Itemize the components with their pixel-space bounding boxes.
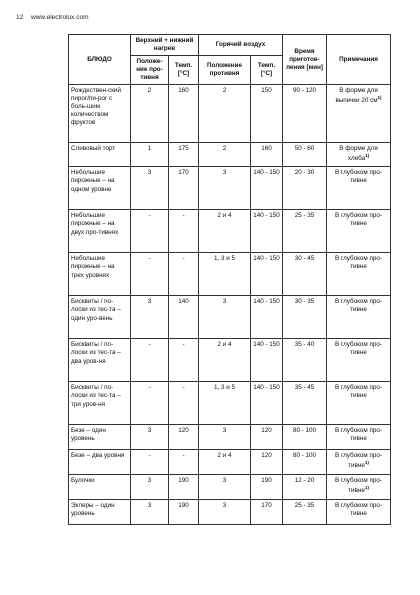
cv-temp-cell: 150 <box>251 85 283 143</box>
cv-temp-cell: 120 <box>251 450 283 475</box>
group-top-bottom-heat: Верхний + нижний нагрев <box>131 35 199 56</box>
sub-tb-temp: Темп. [°C] <box>169 56 199 85</box>
cv-position-cell: 1, 3 и 5 <box>199 253 251 296</box>
note-cell: В глубоком про-тивне <box>327 339 391 382</box>
cv-position-cell: 3 <box>199 296 251 339</box>
cv-temp-cell: 140 - 150 <box>251 167 283 210</box>
table-row <box>69 210 391 253</box>
note-cell: В форме для хлеба$^{1)}$ <box>327 143 391 167</box>
tb-position-cell: - <box>131 450 169 475</box>
time-cell: 30 - 35 <box>283 296 327 339</box>
col-time: Время приготов-ления [мин] <box>283 35 327 85</box>
group-convection: Горячий воздух <box>199 35 283 56</box>
note-cell: В глубоком про-тивне <box>327 253 391 296</box>
time-cell: 90 - 120 <box>283 85 327 143</box>
tb-temp-cell: - <box>169 210 199 253</box>
note-cell: В глубоком про-тивне <box>327 167 391 210</box>
tb-temp-cell: - <box>169 382 199 425</box>
sub-tb-position: Положе-ние про-тивня <box>131 56 169 85</box>
note-cell: В глубоком про-тивне <box>327 210 391 253</box>
cv-position-cell: 3 <box>199 167 251 210</box>
footnote-marker: 1) <box>377 95 382 101</box>
table-row <box>69 253 391 296</box>
sub-cv-position: Положение противня <box>199 56 251 85</box>
note-cell: В глубоком про-тивне <box>327 425 391 450</box>
cv-temp-cell: 170 <box>251 500 283 525</box>
dish-cell: Небольшие пирожные – на одном уровне <box>69 167 131 210</box>
tb-position-cell: - <box>131 210 169 253</box>
dish-cell: Рождествен-ский пирог/пи-рог с боль-шим количеством фруктов <box>69 85 131 143</box>
footnote-marker: 1) <box>364 485 369 491</box>
tb-position-cell: - <box>131 382 169 425</box>
cv-temp-cell: 140 - 150 <box>251 296 283 339</box>
cv-temp-cell: 120 <box>251 425 283 450</box>
dish-cell: Эклеры – один уровень <box>69 500 131 525</box>
site-url: www.electrolux.com <box>31 14 89 21</box>
tb-temp-cell: - <box>169 450 199 475</box>
time-cell: 80 - 100 <box>283 450 327 475</box>
time-cell: 30 - 45 <box>283 253 327 296</box>
time-cell: 25 - 35 <box>283 500 327 525</box>
time-cell: 35 - 40 <box>283 339 327 382</box>
tb-position-cell: 3 <box>131 296 169 339</box>
dish-cell: Безе – один уровень <box>69 425 131 450</box>
sub-cv-temp: Темп. [°C] <box>251 56 283 85</box>
time-cell: 80 - 100 <box>283 425 327 450</box>
tb-position-cell: - <box>131 253 169 296</box>
dish-cell: Бисквиты / по-лоски из тес-та – один уро-вень <box>69 296 131 339</box>
tb-position-cell: 1 <box>131 143 169 167</box>
footnote-marker: 1) <box>364 460 369 466</box>
tb-temp-cell: 140 <box>169 296 199 339</box>
table-row <box>69 382 391 425</box>
dish-cell: Небольшие пирожные – на трех уровнях <box>69 253 131 296</box>
cv-temp-cell: 160 <box>251 143 283 167</box>
footnote-marker: 1) <box>365 153 370 159</box>
table-row <box>69 425 391 450</box>
cv-position-cell: 2 и 4 <box>199 450 251 475</box>
tb-temp-cell: 120 <box>169 425 199 450</box>
table-row <box>69 339 391 382</box>
cv-temp-cell: 140 - 150 <box>251 253 283 296</box>
cv-position-cell: 2 <box>199 143 251 167</box>
tb-temp-cell: - <box>169 339 199 382</box>
note-cell: В глубоком про-тивне <box>327 296 391 339</box>
note-cell: В форме для выпечки 20 $см^{1)}$ <box>327 85 391 143</box>
cv-position-cell: 3 <box>199 425 251 450</box>
dish-cell: Булочки <box>69 475 131 500</box>
time-cell: 20 - 30 <box>283 167 327 210</box>
cv-position-cell: 1, 3 и 5 <box>199 382 251 425</box>
table-row <box>69 450 391 475</box>
tb-position-cell: 3 <box>131 475 169 500</box>
table-row <box>69 500 391 525</box>
dish-cell: Бисквиты / по-лоски из тес-та – три уров-ня <box>69 382 131 425</box>
table-row <box>69 167 391 210</box>
cv-temp-cell: 140 - 150 <box>251 339 283 382</box>
time-cell: 35 - 45 <box>283 382 327 425</box>
table-row <box>69 475 391 500</box>
time-cell: 50 - 60 <box>283 143 327 167</box>
tb-position-cell: 3 <box>131 500 169 525</box>
cv-position-cell: 2 и 4 <box>199 210 251 253</box>
tb-position-cell: 2 <box>131 85 169 143</box>
note-cell: В глубоком про-тивне$^{1)}$ <box>327 475 391 500</box>
cv-temp-cell: 190 <box>251 475 283 500</box>
table-row <box>69 296 391 339</box>
tb-temp-cell: 190 <box>169 475 199 500</box>
tb-position-cell: 3 <box>131 425 169 450</box>
time-cell: 25 - 35 <box>283 210 327 253</box>
col-notes: Примечания <box>327 35 391 85</box>
table-row <box>69 143 391 167</box>
cv-position-cell: 2 <box>199 85 251 143</box>
note-cell: В глубоком про-тивне <box>327 500 391 525</box>
cv-position-cell: 2 и 4 <box>199 339 251 382</box>
page-header <box>16 14 88 21</box>
dish-cell: Небольшие пирожные – на двух про-тивнях <box>69 210 131 253</box>
tb-temp-cell: 160 <box>169 85 199 143</box>
note-cell: В глубоком про-тивне$^{1)}$ <box>327 450 391 475</box>
tb-temp-cell: 170 <box>169 167 199 210</box>
time-cell: 12 - 20 <box>283 475 327 500</box>
cv-temp-cell: 140 - 150 <box>251 210 283 253</box>
col-dish: БЛЮДО <box>69 35 131 85</box>
tb-position-cell: - <box>131 339 169 382</box>
cv-position-cell: 3 <box>199 475 251 500</box>
tb-position-cell: 3 <box>131 167 169 210</box>
dish-cell: Безе – два уровня <box>69 450 131 475</box>
table-row <box>69 85 391 143</box>
cv-temp-cell: 140 - 150 <box>251 382 283 425</box>
tb-temp-cell: 190 <box>169 500 199 525</box>
note-cell: В глубоком про-тивне <box>327 382 391 425</box>
page-number: 12 <box>16 14 24 21</box>
dish-cell: Сливовый торт <box>69 143 131 167</box>
tb-temp-cell: 175 <box>169 143 199 167</box>
dish-cell: Бисквиты / по-лоски из тес-та – два уров-ня <box>69 339 131 382</box>
cv-position-cell: 3 <box>199 500 251 525</box>
tb-temp-cell: - <box>169 253 199 296</box>
baking-table <box>68 34 391 525</box>
